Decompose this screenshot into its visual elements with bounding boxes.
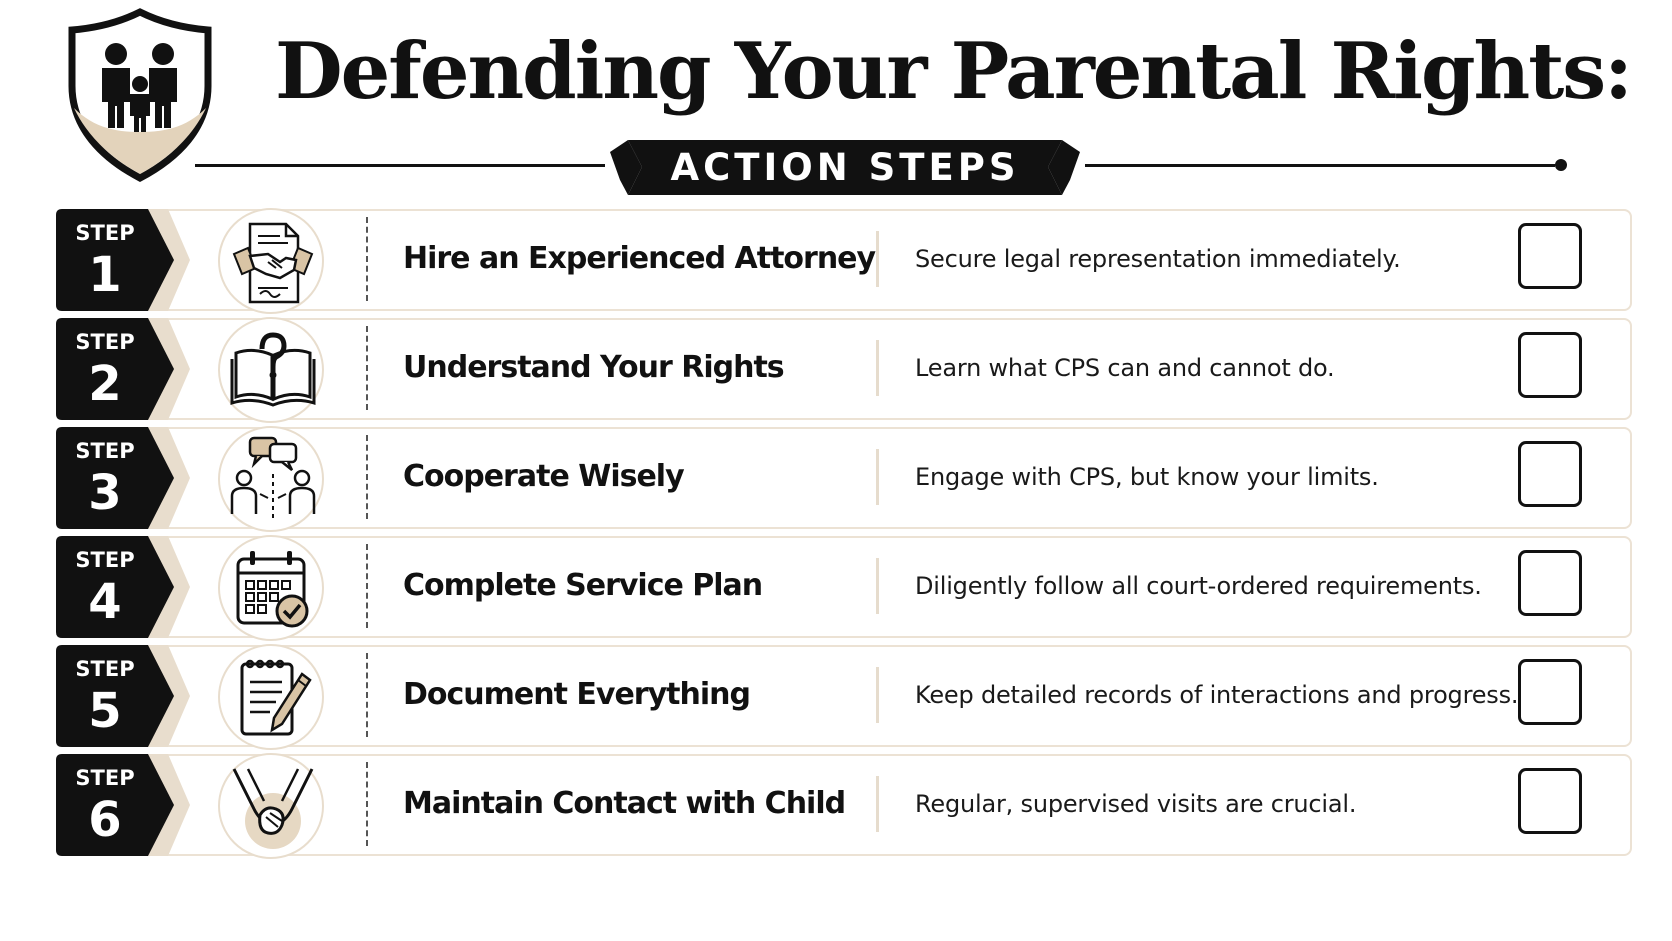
step-title: Cooperate Wisely: [403, 459, 684, 494]
step-description: Keep detailed records of interactions and progress.: [915, 681, 1519, 709]
step-number: 2: [88, 356, 122, 412]
column-divider: [876, 231, 879, 287]
step-number: 4: [88, 574, 122, 630]
shield-family-icon: [68, 8, 213, 183]
subtitle-line-right: [1085, 164, 1555, 167]
step-checkbox[interactable]: [1518, 441, 1582, 507]
step-label: STEP: [75, 766, 135, 790]
handshake-document-icon: [218, 208, 324, 314]
step-label: STEP: [75, 330, 135, 354]
subtitle-banner: [195, 140, 1575, 200]
notepad-pencil-icon: [218, 644, 324, 750]
subtitle-text: ACTION STEPS: [670, 146, 1020, 189]
page-title: Defending Your Parental Rights:: [275, 26, 1631, 117]
step-label: STEP: [75, 548, 135, 572]
step-badge: [56, 536, 194, 638]
step-checkbox[interactable]: [1518, 659, 1582, 725]
step-number: 6: [88, 792, 122, 848]
step-description: Diligently follow all court-ordered requirements.: [915, 572, 1482, 600]
step-checkbox[interactable]: [1518, 550, 1582, 616]
people-conversation-icon: [218, 426, 324, 532]
step-description: Secure legal representation immediately.: [915, 245, 1401, 273]
dashed-separator: [366, 653, 368, 737]
dashed-separator: [366, 435, 368, 519]
dashed-separator: [366, 217, 368, 301]
subtitle-line-dot: [1555, 159, 1567, 171]
dashed-separator: [366, 326, 368, 410]
column-divider: [876, 776, 879, 832]
step-badge: [56, 209, 194, 311]
step-title: Complete Service Plan: [403, 568, 763, 603]
column-divider: [876, 667, 879, 723]
holding-hands-icon: [218, 753, 324, 859]
step-badge: [56, 754, 194, 856]
step-checkbox[interactable]: [1518, 332, 1582, 398]
step-number: 5: [88, 683, 122, 739]
step-title: Maintain Contact with Child: [403, 786, 846, 821]
step-number: 3: [88, 465, 122, 521]
step-row-4: [58, 536, 1630, 636]
step-row-5: [58, 645, 1630, 745]
step-row-2: [58, 318, 1630, 418]
step-title: Document Everything: [403, 677, 750, 712]
column-divider: [876, 340, 879, 396]
book-question-icon: [218, 317, 324, 423]
step-badge: [56, 318, 194, 420]
step-row-1: [58, 209, 1630, 309]
subtitle-line-left: [195, 164, 605, 167]
step-checkbox[interactable]: [1518, 223, 1582, 289]
step-label: STEP: [75, 221, 135, 245]
step-title: Understand Your Rights: [403, 350, 784, 385]
step-number: 1: [88, 247, 122, 303]
step-row-6: [58, 754, 1630, 854]
dashed-separator: [366, 544, 368, 628]
calendar-check-icon: [218, 535, 324, 641]
column-divider: [876, 449, 879, 505]
step-description: Regular, supervised visits are crucial.: [915, 790, 1357, 818]
column-divider: [876, 558, 879, 614]
step-badge: [56, 645, 194, 747]
step-title: Hire an Experienced Attorney: [403, 241, 876, 276]
step-label: STEP: [75, 657, 135, 681]
step-description: Learn what CPS can and cannot do.: [915, 354, 1335, 382]
step-label: STEP: [75, 439, 135, 463]
step-description: Engage with CPS, but know your limits.: [915, 463, 1379, 491]
step-checkbox[interactable]: [1518, 768, 1582, 834]
step-badge: [56, 427, 194, 529]
step-row-3: [58, 427, 1630, 527]
dashed-separator: [366, 762, 368, 846]
